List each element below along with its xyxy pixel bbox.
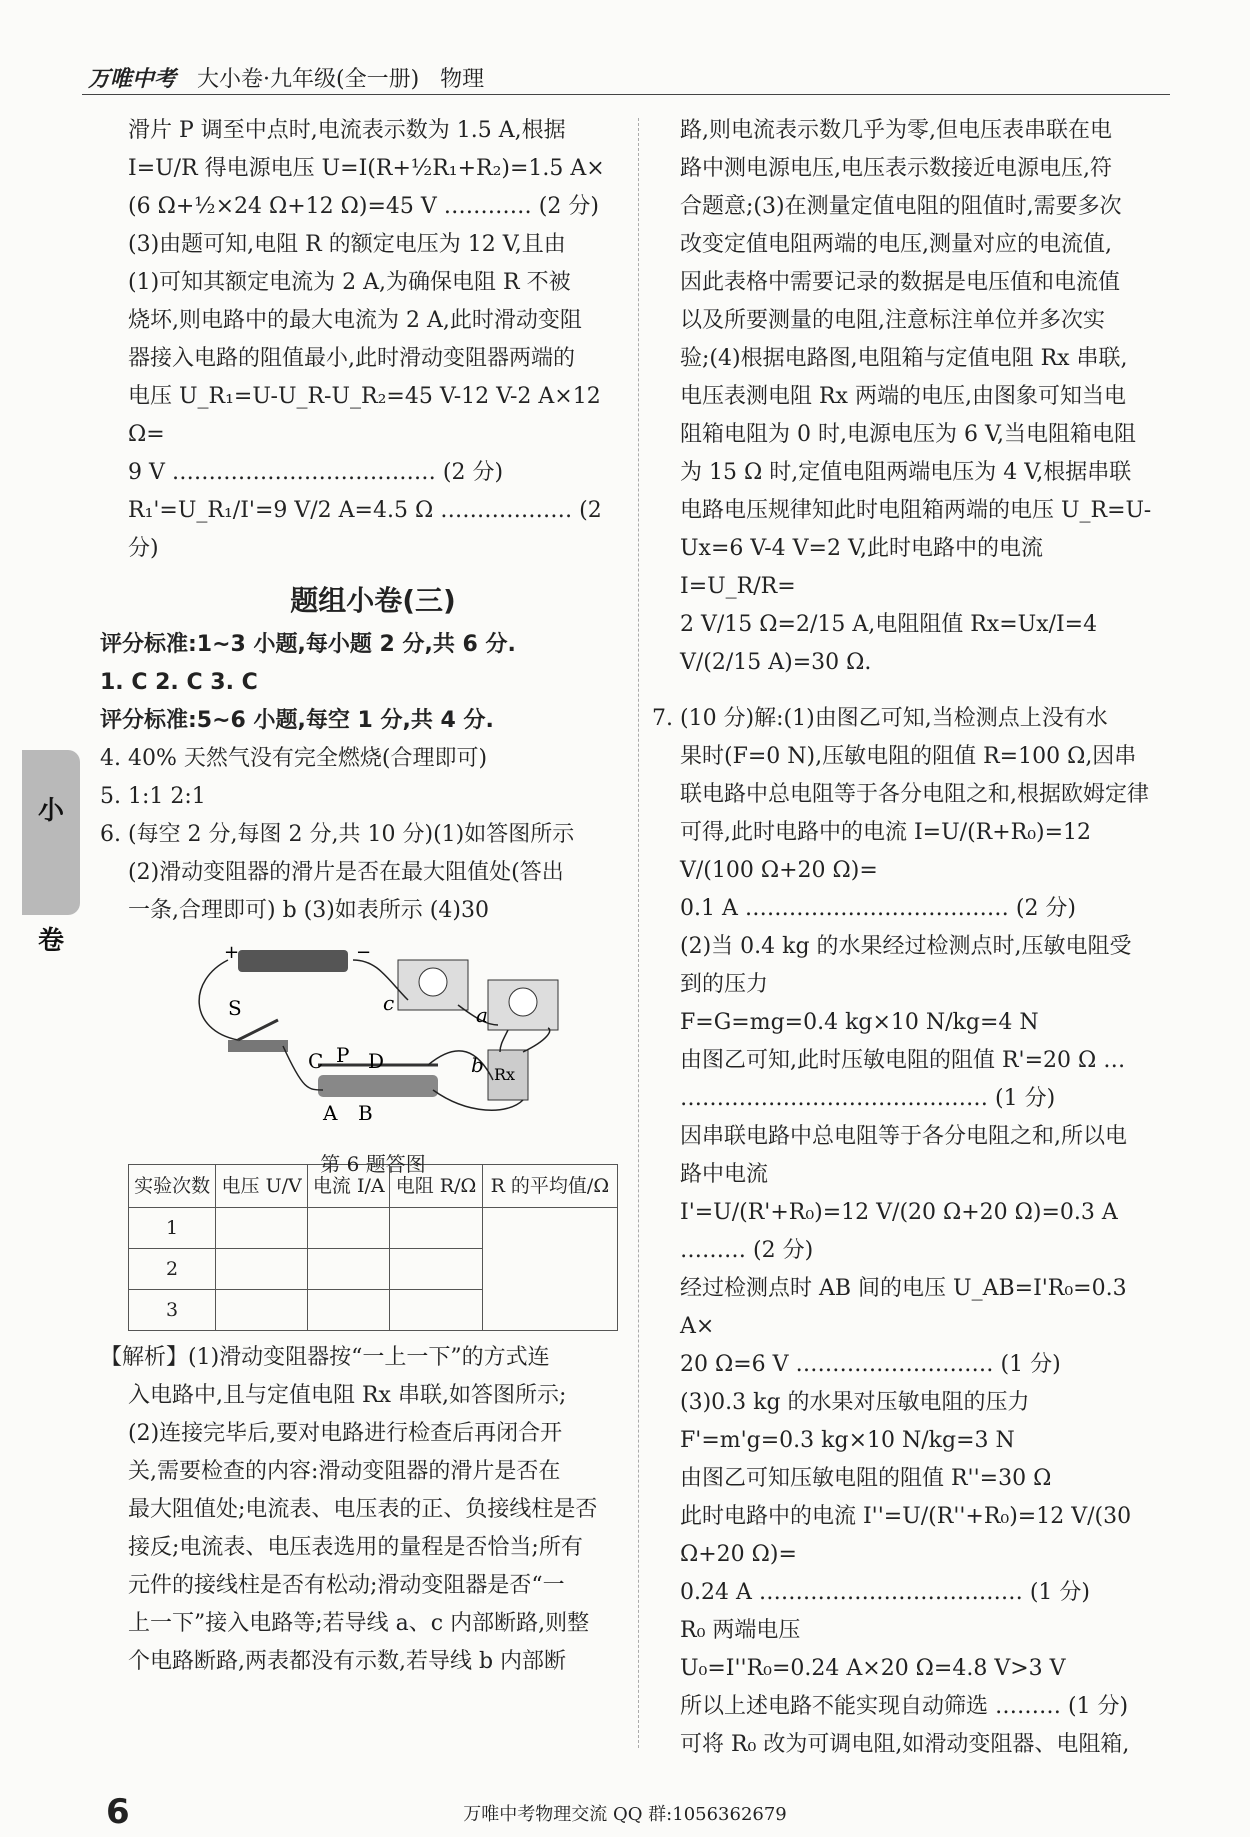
text-line: 改变定值电阻两端的电压,测量对应的电流值, [680, 232, 1112, 257]
brand-logo: 万唯 [88, 66, 133, 92]
table-header: 电压 U/V [216, 1165, 308, 1208]
answer-line: 一条,合理即可) b (3)如表所示 (4)30 [128, 898, 489, 923]
svg-text:+: + [224, 942, 240, 963]
text-line: (3)由题可知,电阻 R 的额定电压为 12 V,且由 [128, 232, 566, 257]
q7-line: (2)当 0.4 kg 的水果经过检测点时,压敏电阻受 [680, 934, 1132, 959]
rheostat [318, 1075, 438, 1097]
table-header: 电阻 R/Ω [390, 1165, 482, 1208]
section-title: 题组小卷(三) [290, 584, 456, 617]
row-number: 2 [129, 1249, 216, 1290]
text-line: 为 15 Ω 时,定值电阻两端电压为 4 V,根据串联 [680, 460, 1132, 485]
table-header: R 的平均值/Ω [482, 1165, 617, 1208]
analysis-line: 接反;电流表、电压表选用的量程是否恰当;所有 [128, 1535, 583, 1560]
q7-line: 由图乙可知压敏电阻的阻值 R''=30 Ω [680, 1466, 1052, 1491]
q7-line: 由图乙可知,此时压敏电阻的阻值 R'=20 Ω … [680, 1048, 1126, 1073]
q7-line: 果时(F=0 N),压敏电阻的阻值 R=100 Ω,因串 [680, 744, 1137, 769]
text-line: 电路电压规律知此时电阻箱两端的电压 U_R=U- [680, 498, 1152, 523]
column-divider [638, 118, 639, 1748]
text-line: (6 Ω+½×24 Ω+12 Ω)=45 V ………… (2 分) [128, 194, 599, 219]
analysis-line: (2)连接完毕后,要对电路进行检查后再闭合开 [128, 1421, 563, 1446]
q7-line: F=G=mg=0.4 kg×10 N/kg=4 N [680, 1010, 1039, 1035]
circuit-diagram [128, 940, 618, 1130]
side-tab [22, 750, 80, 956]
text-line: 验;(4)根据电路图,电阻箱与定值电阻 Rx 串联, [680, 346, 1128, 371]
q7-line: 所以上述电路不能实现自动筛选 ……… (1 分) [680, 1694, 1129, 1719]
label-s: S [228, 996, 242, 1020]
answer-line: 6. (每空 2 分,每图 2 分,共 10 分)(1)如答图所示 [100, 822, 575, 847]
text-line: 烧坏,则电路中的最大电流为 2 A,此时滑动变阻 [128, 308, 582, 333]
book-title: 大小卷·九年级(全一册) [197, 67, 420, 92]
q7-line: 此时电路中的电流 I''=U/(R''+R₀)=12 V/(30 Ω+20 Ω)= [680, 1504, 1132, 1567]
analysis-line: 最大阻值处;电流表、电压表的正、负接线柱是否 [128, 1497, 598, 1522]
analysis-line: 个电路断路,两表都没有示数,若导线 b 内部断 [128, 1649, 567, 1674]
row-number: 1 [129, 1208, 216, 1249]
text-line: Ux=6 V-4 V=2 V,此时电路中的电流 I=U_R/R= [680, 536, 1044, 599]
analysis-line: 【解析】(1)滑动变阻器按“一上一下”的方式连 [100, 1345, 550, 1370]
q7-line: …………………………………… (1 分) [680, 1086, 1056, 1111]
analysis-line: 上一下”接入电路等;若导线 a、c 内部断路,则整 [128, 1611, 590, 1636]
answer-line: 4. 40% 天然气没有完全燃烧(合理即可) [100, 746, 488, 771]
circuit-figure [128, 940, 618, 1176]
text-line: 2 V/15 Ω=2/15 A,电阻阻值 Rx=Ux/I=4 V/(2/15 A)=30 Ω. [680, 612, 1098, 675]
page-footer: 万唯中考物理交流 QQ 群:1056362679 [463, 1804, 787, 1825]
side-tab-line1: 小 [37, 796, 64, 826]
left-column [100, 112, 618, 1681]
analysis-line: 入电路中,且与定值电阻 Rx 串联,如答图所示; [128, 1383, 567, 1408]
text-line: 以及所要测量的电阻,注意标注单位并多次实 [680, 308, 1105, 333]
label-d: D [368, 1049, 385, 1073]
text-line: 电压 U_R₁=U-U_R-U_R₂=45 V-12 V-2 A×12 Ω= [128, 384, 601, 447]
text-line: R₁'=U_R₁/I'=9 V/2 A=4.5 Ω ……………… (2 分) [128, 498, 602, 561]
side-tab-line2: 卷 [37, 926, 64, 956]
q7-line: R₀ 两端电压 [680, 1618, 801, 1643]
text-line: 因此表格中需要记录的数据是电压值和电流值 [680, 270, 1121, 295]
analysis-line: 关,需要检查的内容:滑动变阻器的滑片是否在 [128, 1459, 561, 1484]
q7-line: 到的压力 [680, 972, 769, 997]
label-wire-a: a [476, 1003, 488, 1027]
text-line: 9 V ……………………………… (2 分) [128, 460, 504, 485]
label-b-terminal: B [358, 1101, 373, 1125]
text-line: 电压表测电阻 Rx 两端的电压,由图象可知当电 [680, 384, 1126, 409]
data-table [128, 1164, 618, 1331]
q7-line: 0.24 A ……………………………… (1 分) [680, 1580, 1091, 1605]
q7-line: U₀=I''R₀=0.24 A×20 Ω=4.8 V>3 V [680, 1656, 1066, 1681]
table-header: 电流 I/A [308, 1165, 390, 1208]
text-line: 合题意;(3)在测量定值电阻的阻值时,需要多次 [680, 194, 1122, 219]
header-divider [82, 94, 1170, 95]
answer-line: (2)滑动变阻器的滑片是否在最大阻值处(答出 [128, 860, 564, 885]
subject-label: 物理 [440, 67, 485, 92]
label-wire-c: c [383, 991, 395, 1015]
q7-line: 0.1 A ……………………………… (2 分) [680, 896, 1077, 921]
page-header [88, 62, 484, 93]
q7-line: 可得,此时电路中的电流 I=U/(R+R₀)=12 V/(100 Ω+20 Ω)= [680, 820, 1092, 883]
table-row [129, 1208, 618, 1249]
text-line: 阻箱电阻为 0 时,电源电压为 6 V,当电阻箱电阻 [680, 422, 1136, 447]
grading-standard: 评分标准:5~6 小题,每空 1 分,共 4 分. [100, 708, 494, 733]
switch [228, 1040, 288, 1052]
q7-line: F'=m'g=0.3 kg×10 N/kg=3 N [680, 1428, 1015, 1453]
q7-line: 20 Ω=6 V ……………………… (1 分) [680, 1352, 1061, 1377]
answer-line: 5. 1:1 2:1 [100, 784, 206, 809]
brand-series: 中考 [132, 66, 177, 92]
text-line: 滑片 P 调至中点时,电流表示数为 1.5 A,根据 [128, 118, 566, 143]
label-c: C [308, 1049, 324, 1073]
svg-text:−: − [356, 942, 372, 963]
text-line: 器接入电路的阻值最小,此时滑动变阻器两端的 [128, 346, 575, 371]
q7-line: 可将 R₀ 改为可调电阻,如滑动变阻器、电阻箱, [680, 1732, 1130, 1757]
grading-standard: 评分标准:1~3 小题,每小题 2 分,共 6 分. [100, 632, 516, 657]
analysis-line: 元件的接线柱是否有松动;滑动变阻器是否“一 [128, 1573, 565, 1598]
figure-caption: 第 6 题答图 [320, 1152, 426, 1176]
battery [238, 950, 348, 972]
table-header: 实验次数 [129, 1165, 216, 1208]
text-line: (1)可知其额定电流为 2 A,为确保电阻 R 不被 [128, 270, 571, 295]
q7-line: 路中电流 [680, 1162, 769, 1187]
q7-line: 因串联电路中总电阻等于各分电阻之和,所以电 [680, 1124, 1127, 1149]
answer-line: 1. C 2. C 3. C [100, 670, 258, 695]
row-number: 3 [129, 1290, 216, 1331]
label-wire-b: b [471, 1053, 484, 1077]
text-line: 路,则电流表示数几乎为零,但电压表串联在电 [680, 118, 1112, 143]
label-rx: Rx [494, 1065, 516, 1084]
page-number: 6 [106, 1792, 130, 1832]
label-p: P [336, 1043, 350, 1067]
right-column [652, 112, 1165, 1764]
q7-line: (3)0.3 kg 的水果对压敏电阻的压力 [680, 1390, 1030, 1415]
text-line: 路中测电源电压,电压表示数接近电源电压,符 [680, 156, 1112, 181]
q7-line: 经过检测点时 AB 间的电压 U_AB=I'R₀=0.3 A× [680, 1276, 1127, 1339]
text-line: I=U/R 得电源电压 U=I(R+½R₁+R₂)=1.5 A× [128, 156, 605, 181]
q7-line: I'=U/(R'+R₀)=12 V/(20 Ω+20 Ω)=0.3 A ……… (2 分) [680, 1200, 1118, 1263]
label-a-terminal: A [323, 1101, 338, 1125]
q7-line: 7. (10 分)解:(1)由图乙可知,当检测点上没有水 [652, 706, 1108, 731]
q7-line: 联电路中总电阻等于各分电阻之和,根据欧姆定律 [680, 782, 1149, 807]
